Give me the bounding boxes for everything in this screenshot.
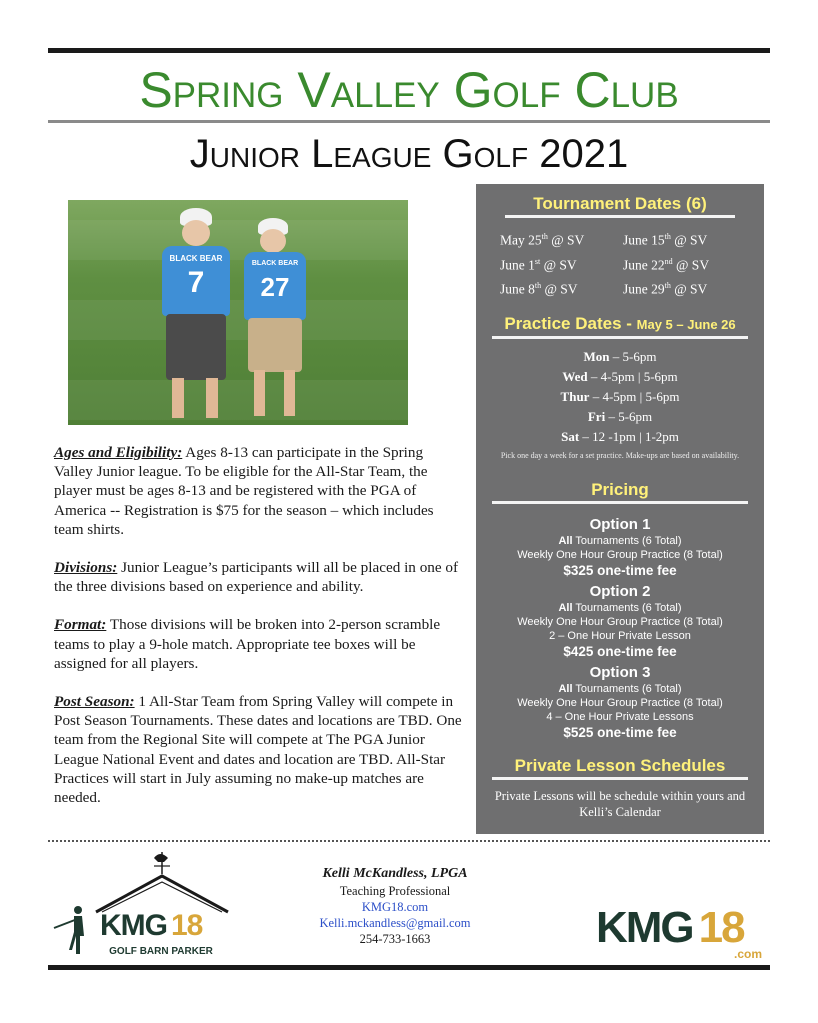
private-lesson-heading: Private Lesson Schedules <box>514 755 726 775</box>
right-logo-wordmark: KMG 18 <box>596 903 744 952</box>
practice-heading-rule <box>492 336 748 339</box>
private-lesson-note: Private Lessons will be schedule within yours and Kelli’s Calendar <box>494 788 746 819</box>
ages-text: Ages 8-13 can participate in the Spring Valley Junior league. To be eligible for the All-Star Team, the player must be ages 8-13 and be registered with the PGA of America -- Registration is $75 for the season – which includes team shirts. <box>54 444 434 538</box>
pricing-heading: Pricing <box>591 479 649 499</box>
contact-phone: 254-733-1663 <box>359 932 431 946</box>
page-subtitle: Junior League Golf 2021 <box>189 132 629 176</box>
pricing-option-2: Option 2 All Tournaments (6 Total) Weekly One Hour Group Practice (8 Total) 2 – One Hour Private Lesson $425 one-time fee <box>517 582 723 659</box>
left-logo-wordmark: KMG 18 <box>100 909 203 942</box>
tournament-heading: Tournament Dates (6) <box>533 194 707 213</box>
contact-info <box>290 865 500 947</box>
divisions-label: Divisions: <box>54 559 118 577</box>
divisions-section <box>54 558 464 596</box>
tournament-date: June 1st @ SV <box>500 256 577 272</box>
format-label: Format: <box>54 616 107 634</box>
bottom-rule <box>48 965 770 970</box>
practice-days <box>476 347 764 447</box>
private-lesson-heading-rule <box>492 777 748 780</box>
practice-day: Thur – 4-5pm | 5-6pm <box>560 388 680 404</box>
contact-email-link[interactable]: Kelli.mckandless@gmail.com <box>319 916 471 930</box>
practice-day: Wed – 4-5pm | 5-6pm <box>562 368 678 384</box>
practice-day: Sat – 12 -1pm | 1-2pm <box>561 428 679 444</box>
jersey-left-text: BLACK BEAR <box>169 254 223 263</box>
ages-label: Ages and Eligibility: <box>54 444 183 461</box>
tournament-date: June 29th @ SV <box>623 281 708 297</box>
tournament-date: May 25th @ SV <box>500 232 585 248</box>
divisions-text: Junior League’s participants will all be placed in one of the three divisions based on experience and ability. <box>54 559 459 596</box>
tournament-date: June 8th @ SV <box>500 281 578 297</box>
tournament-date: June 15th @ SV <box>623 232 708 248</box>
format-section <box>54 615 464 673</box>
title-divider <box>48 120 770 123</box>
junior-golfers-photo <box>68 200 408 425</box>
kmg18-golf-barn-logo <box>50 850 230 960</box>
practice-day: Fri – 5-6pm <box>587 408 653 424</box>
page-title: Spring Valley Golf Club <box>139 62 679 118</box>
golf-barn-icon <box>50 850 230 960</box>
practice-day: Mon – 5-6pm <box>583 348 657 364</box>
info-panel <box>476 184 764 834</box>
golfer-left <box>156 208 236 423</box>
format-text: Those divisions will be broken into 2-person scramble teams to play a 9-hole match. Appropriate tee boxes will be assigned for all players. <box>54 616 441 672</box>
pricing-option-1: Option 1 All Tournaments (6 Total) Weekly One Hour Group Practice (8 Total) $325 one-time fee <box>517 515 723 578</box>
practice-heading: Practice Dates - May 5 – June 26 <box>504 313 736 333</box>
practice-note: Pick one day a week for a set practice. Make-ups are based on availability. <box>500 450 740 460</box>
contact-role: Teaching Professional <box>339 884 451 898</box>
left-logo-subtitle: GOLF BARN PARKER <box>109 946 213 957</box>
jersey-right-number: 27 <box>260 272 290 302</box>
pricing-option-3: Option 3 All Tournaments (6 Total) Weekly One Hour Group Practice (8 Total) 4 – One Hour Private Lessons $525 one-time fee <box>517 663 723 740</box>
right-logo-subtitle: .com <box>733 947 762 961</box>
jersey-left-number: 7 <box>187 266 205 299</box>
ages-section <box>54 443 464 539</box>
jersey-right-text: BLACK BEAR <box>251 260 299 267</box>
contact-website-link[interactable]: KMG18.com <box>361 900 429 914</box>
post-season-text: 1 All-Star Team from Spring Valley will compete in Post Season Tournaments. These dates and locations are TBD. One team from the Regional Site will compete at The PGA Junior League National Event and dates and location are TBD. All-Star Practices will start in July assuming no make-up matches are needed. <box>54 693 462 807</box>
practice-range: May 5 – June 26 <box>636 316 736 332</box>
top-rule <box>48 48 770 53</box>
pricing-heading-rule <box>492 501 748 504</box>
golfer-right <box>240 218 310 423</box>
program-details <box>54 443 464 826</box>
contact-name: Kelli McKandless, LPGA <box>322 866 468 881</box>
kmg18-com-logo <box>596 905 766 965</box>
footer-dotted-divider <box>48 840 770 842</box>
post-season-section <box>54 692 464 807</box>
tournament-heading-rule <box>505 215 735 218</box>
tournament-dates-grid <box>476 228 764 299</box>
tournament-date: June 22nd @ SV <box>623 256 710 272</box>
post-season-label: Post Season: <box>54 693 135 711</box>
